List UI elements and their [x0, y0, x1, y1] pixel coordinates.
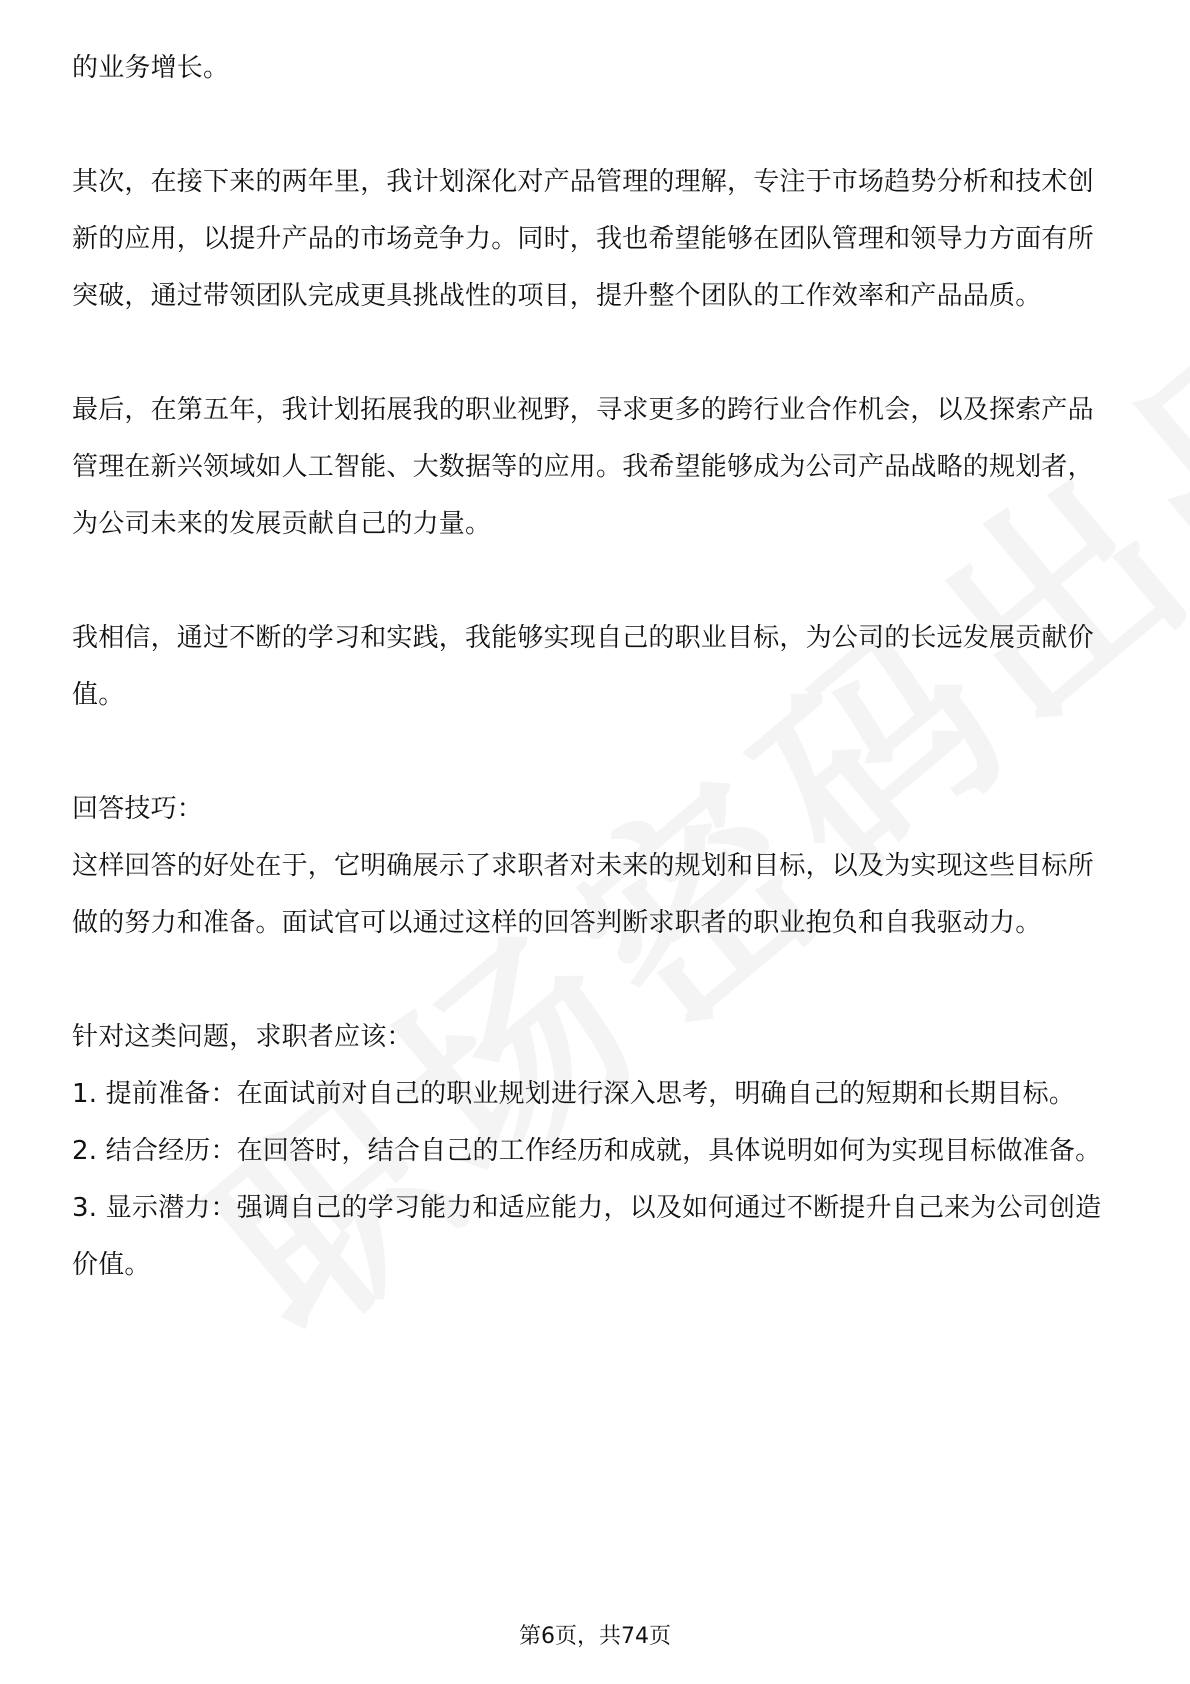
paragraph-2: 其次，在接下来的两年里，我计划深化对产品管理的理解，专注于市场趋势分析和技术创新的应用，以提升产品的市场竞争力。同时，我也希望能够在团队管理和领导力方面有所突破，通过带领团队完成更具挑战性的项目，提升整个团队的工作效率和产品品质。 — [72, 167, 1094, 311]
advice-item-1: 1. 提前准备：在面试前对自己的职业规划进行深入思考，明确自己的短期和长期目标。 — [72, 1079, 1076, 1109]
paragraph-3: 最后，在第五年，我计划拓展我的职业视野，寻求更多的跨行业合作机会，以及探索产品管理在新兴领域如人工智能、大数据等的应用。我希望能够成为公司产品战略的规划者，为公司未来的发展贡献自己的力量。 — [72, 395, 1094, 539]
tips-heading: 回答技巧： — [72, 794, 204, 824]
paragraph-1: 的业务增长。 — [72, 53, 230, 83]
advice-item-3: 3. 显示潜力：强调自己的学习能力和适应能力，以及如何通过不断提升自己来为公司创造价值。 — [72, 1193, 1102, 1280]
paragraph-4: 我相信，通过不断的学习和实践，我能够实现自己的职业目标，为公司的长远发展贡献价值。 — [72, 623, 1094, 710]
advice-item-2: 2. 结合经历：在回答时，结合自己的工作经历和成就，具体说明如何为实现目标做准备。 — [72, 1136, 1102, 1166]
advice-heading: 针对这类问题，求职者应该： — [72, 1022, 413, 1052]
page-number: 第6页，共74页 — [519, 1624, 671, 1649]
tips-body: 这样回答的好处在于，它明确展示了求职者对未来的规划和目标，以及为实现这些目标所做的努力和准备。面试官可以通过这样的回答判断求职者的职业抱负和自我驱动力。 — [72, 851, 1094, 938]
page-content — [72, 40, 1118, 1294]
